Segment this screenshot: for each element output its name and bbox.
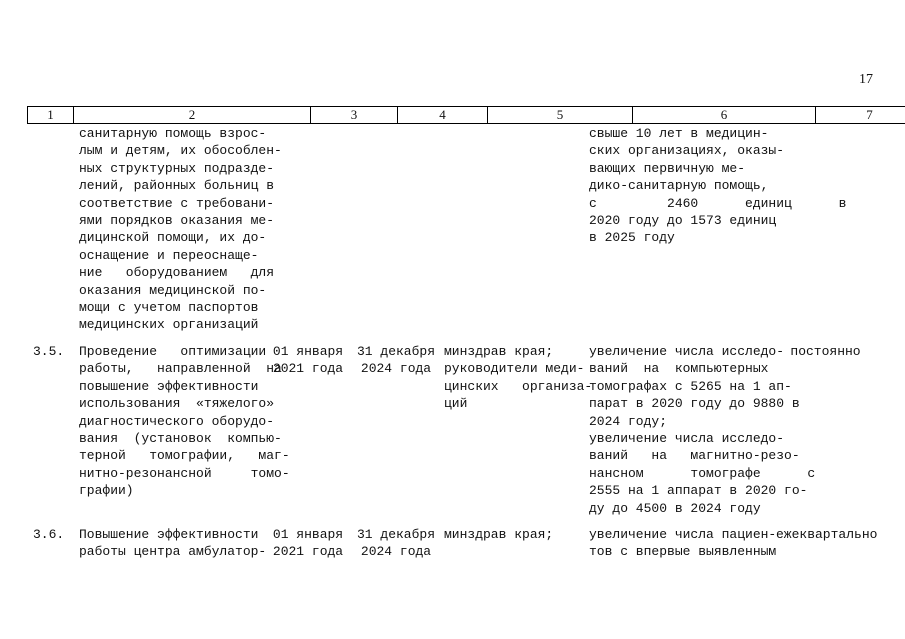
header-col-7: 7 — [816, 107, 905, 124]
header-col-4: 4 — [398, 107, 488, 124]
header-col-3: 3 — [311, 107, 398, 124]
header-col-5: 5 — [488, 107, 633, 124]
row-3-5-start-date: 01 января 2021 года — [272, 344, 344, 377]
row-3-5-description: Проведение оптимизации работы, направленной на повышение эффективности использования «тяжелого» диагностического оборудо- вания (установок компью- терной томографии, маг- нитно-резонансной томо- графии) — [79, 344, 290, 499]
continuation-description: санитарную помощь взрос- лым и детям, их обособлен- ных структурных подразде- лений, районных больниц в соответствие с требовани- ями порядков оказания ме- дицинской помощи, их до- оснащение и переоснаще- ние оборудованием для оказания медицинской по- мощи с учетом паспортов медицинских организаций — [79, 126, 282, 333]
row-3-5-periodicity: постоянно — [790, 344, 861, 359]
row-3-5-responsible: минздрав края; руководители меди- цинских организа- ций — [444, 344, 593, 412]
row-3-6-number: 3.6. — [33, 527, 65, 542]
row-3-6-periodicity: ежеквартально — [776, 527, 878, 542]
row-3-5-end-date: 31 декабря 2024 года — [356, 344, 435, 377]
header-row — [28, 107, 905, 124]
row-3-5-number: 3.5. — [33, 344, 65, 359]
row-3-6-start-date: 01 января 2021 года — [272, 527, 344, 560]
row-3-6-description: Повышение эффективности работы центра амбулатор- — [79, 527, 267, 560]
row-3-5-result: увеличение числа исследо- ваний на компьютерных томографах с 5265 на 1 ап- парат в 2020 году до 9880 в 2024 году; увеличение числа исследо- ваний на магнитно-резо- нансном томографе с 2555 на 1 аппарат в 2020 го- ду до 4500 в 2024 году — [589, 344, 816, 516]
row-3-6-end-date: 31 декабря 2024 года — [356, 527, 435, 560]
header-col-6: 6 — [633, 107, 816, 124]
header-col-1: 1 — [28, 107, 74, 124]
row-3-6-responsible: минздрав края; — [444, 527, 554, 542]
continuation-result: свыше 10 лет в медицин- ских организациях, оказы- вающих первичную ме- дико-санитарную помощь, с 2460 единиц в 2020 году до 1573 единиц в 2025 году — [589, 126, 847, 246]
row-3-6-result: увеличение числа пациен- тов с впервые выявленным — [589, 527, 777, 560]
header-col-2: 2 — [74, 107, 311, 124]
table-header — [27, 106, 905, 124]
page-number: 17 — [859, 72, 873, 87]
